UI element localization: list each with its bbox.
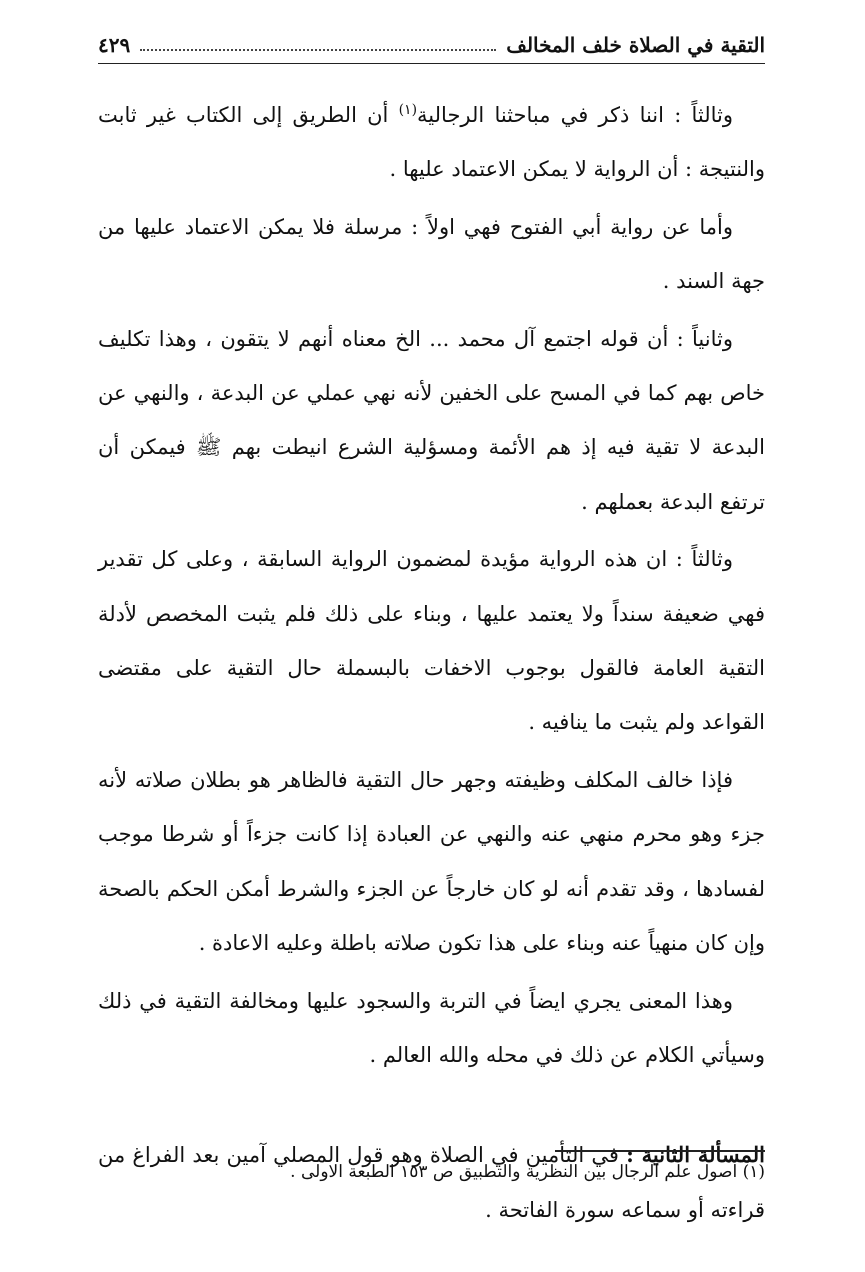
running-title: التقية في الصلاة خلف المخالف	[506, 33, 765, 57]
paragraph-3: وثانياً : أن قوله اجتمع آل محمد ... الخ معناه أنهم لا يتقون ، وهذا تكليف خاص بهم كما في المسح على الخفين لأنه نهي عملي عن البدعة ، والنهي عن البدعة لا تقية فيه إذ هم الأئمة ومسؤلية الشرع انيطت بهم ﷺ فيمكن أن ترتفع البدعة بعملهم .	[98, 326, 765, 514]
paragraph-5: فإذا خالف المكلف وظيفته وجهر حال التقية فالظاهر هو بطلان صلاته لأنه جزء وهو محرم منهي عنه والنهي عن العبادة إذا كانت جزءاً أو شرطا موجب لفسادها ، وقد تقدم أنه لو كان خارجاً عن الجزء والشرط أمكن الحكم بالصحة وإن كان منهياً عنه وبناء على هذا تكون صلاته باطلة وعليه الاعادة .	[98, 767, 765, 956]
running-header	[98, 30, 765, 64]
header-leader-dots	[140, 48, 496, 51]
paragraph-1-text-before-ref: وثالثاً : اننا ذكر في مباحثنا الرجالية	[417, 103, 733, 127]
paragraph-1-text-after-ref: أن الطريق إلى الكتاب غير ثابت والنتيجة : أن الرواية لا يمكن الاعتماد عليها .	[98, 103, 765, 182]
paragraph-6: وهذا المعنى يجري ايضاً في التربة والسجود عليها ومخالفة التقية في ذلك وسيأتي الكلام عن ذلك في محله والله العالم .	[98, 988, 765, 1067]
footnote-separator	[555, 1150, 765, 1152]
footnote-reference-1: (١)	[398, 102, 418, 118]
page-number: ٤٢٩	[98, 33, 131, 57]
footnote-1: (١) اصول علم الرجال بين النظرية والتطبيق ص ١٥٣ الطبعة الاولى .	[290, 1162, 765, 1182]
issue-heading: المسألة الثانية :	[626, 1142, 765, 1168]
paragraph-2: وأما عن رواية أبي الفتوح فهي اولاً : مرسلة فلا يمكن الاعتماد عليها من جهة السند .	[98, 214, 765, 294]
paragraph-4: وثالثاً : ان هذه الرواية مؤيدة لمضمون الرواية السابقة ، وعلى كل تقدير فهي ضعيفة سنداً ولا يعتمد عليها ، وبناء على ذلك فلم يثبت المخصص لأدلة التقية العامة فالقول بوجوب الاخفات بالبسملة حال التقية على مقتضى القواعد ولم يثبت ما ينافيه .	[98, 547, 765, 735]
footnotes	[98, 1158, 765, 1186]
paragraph-1	[98, 88, 765, 197]
body-text	[98, 88, 765, 1240]
issue-text: في التأمين في الصلاة وهو قول المصلي آمين بعد الفراغ من قراءته أو سماعه سورة الفاتحة .	[98, 1143, 765, 1222]
